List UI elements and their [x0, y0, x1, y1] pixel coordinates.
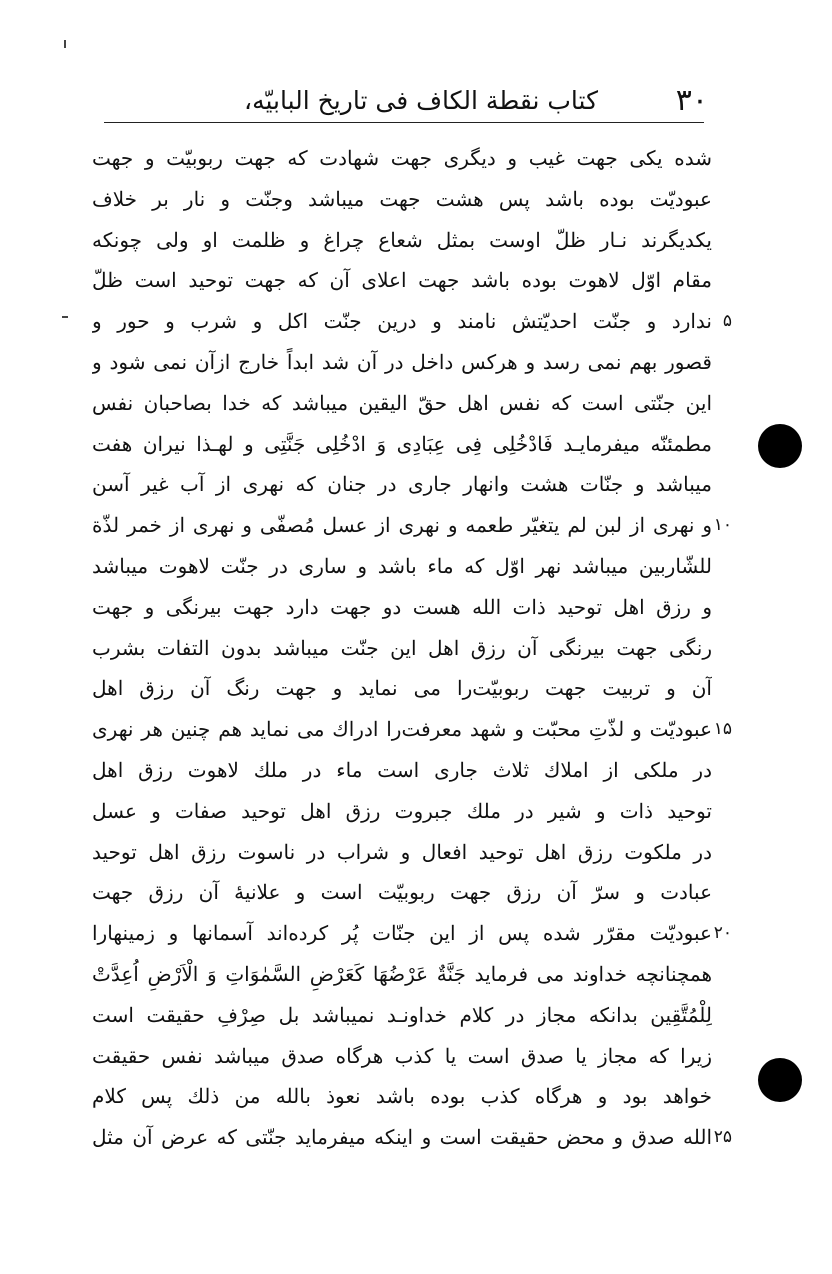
running-title: کتاب نقطة الکاف فی تاریخ البابیّه، [244, 86, 598, 115]
line-number-10: ۱۰ [713, 515, 732, 535]
text-line: عبودیّت بوده باشد پس هشت جهت میباشد وجنّت و نار بر خلاف [92, 186, 712, 211]
header-rule [104, 122, 704, 123]
text-line: عبودیّت مقرّر شده پس از این جنّات پُر کرده‌اند آسمانها و زمینها‌را [92, 921, 712, 946]
text-line: لِلْمُتَّقِين بدانکه مجاز در کلام خداونـد نمیباشد بل صِرْفِ حقیقت است [92, 1002, 712, 1027]
text-line: للشّاربین میباشد نهر اوّل که ماء باشد و ساری در جنّت لاهوت میباشد [92, 553, 712, 578]
text-line: رنگی جهت بیرنگی آن رزق اهل این جنّت میباشد بدون التفات بشرب [92, 635, 712, 660]
text-line: عبادت و سرّ آن رزق جهت ربوبیّت است و علانیهٔ آن رزق جهت [92, 880, 712, 905]
page-number: ۳۰ [675, 83, 708, 118]
line-number-25: ۲۵ [713, 1127, 732, 1147]
scan-speck [62, 316, 68, 318]
text-line: میباشد و جنّات هشت وانهار جاری در جنان که نهری از آب غیر آسن [92, 472, 712, 497]
body-text [92, 138, 712, 1158]
text-line: مطمئنّه میفرمایـد فَادْخُلِی فِی عِبَادِی وَ ادْخُلِی جَنَّتِی و لهـذا نیران هفت [92, 431, 712, 456]
text-line: این جنّتی است که نفس اهل حقّ الیقین میباشد که خدا بصاحبان نفس [92, 390, 712, 415]
text-line: الله صدق و محض حقیقت است و اینکه میفرماید جنّتی که عرض آن مثل [92, 1125, 712, 1150]
text-line: همچنانچه خداوند می فرماید جَنَّةٌ عَرْضُهَا كَعَرْضِ السَّمٰوَاتِ وَ الْاَرْضِ اُعِدَّتْ [92, 961, 712, 986]
text-line: و نهری از لبن لم یتغیّر طعمه و نهری از عسل مُصفّی و نهری از خمر لذّة [92, 513, 712, 538]
line-number-5: ۵ [722, 311, 732, 331]
line-number-15: ۱۵ [713, 719, 732, 739]
text-line: در ملکوت رزق اهل توحید افعال و شراب در ناسوت رزق اهل توحید [92, 839, 712, 864]
text-line: ندارد و جنّت احدیّتش نامند و درین جنّت اکل و شرب و حور و [92, 309, 712, 334]
text-line: و رزق اهل توحید ذات الله هست دو جهت دارد جهت بیرنگی و جهت [92, 594, 712, 619]
text-line: زیرا که مجاز یا صدق است یا کذب هرگاه صدق میباشد نفس حقیقت [92, 1043, 712, 1068]
text-line: مقام اوّل لاهوت بوده باشد جهت اعلای آن که جهت توحید است ظلّ [92, 268, 712, 293]
text-line: شده یکی جهت غیب و دیگری جهت شهادت که جهت ربوبیّت و جهت [92, 146, 712, 170]
scan-speck [64, 40, 66, 48]
line-number-20: ۲۰ [713, 923, 732, 943]
text-line: آن و تربیت جهت ربوبیّت‌را می نماید و جهت رنگ آن رزق اهل [92, 676, 712, 701]
text-line: قصور بهم نمی رسد و هرکس داخل در آن شد ابداً خارج ازآن نمی شود و [92, 349, 712, 374]
text-line: عبودیّت و لذّتِ محبّت و شهد معرفت‌را ادراك می نماید هم چنین هر نهری [92, 717, 712, 742]
text-line: توحید ذات و شیر در ملك جبروت رزق اهل توحید صفات و عسل [92, 798, 712, 823]
text-line: در ملکی از املاك ثلاث جاری است ماء در ملك لاهوت رزق اهل [92, 757, 712, 782]
page-header [100, 78, 708, 124]
punch-hole [758, 424, 802, 468]
punch-hole [758, 1058, 802, 1102]
text-line: خواهد بود و هرگاه کذب بوده باشد نعوذ بالله من ذلك پس کلام [92, 1084, 712, 1109]
text-line: یکدیگرند نـار ظلّ اوست بمثل شعاع چراغ و ظلمت او ولی چونکه [92, 227, 712, 252]
